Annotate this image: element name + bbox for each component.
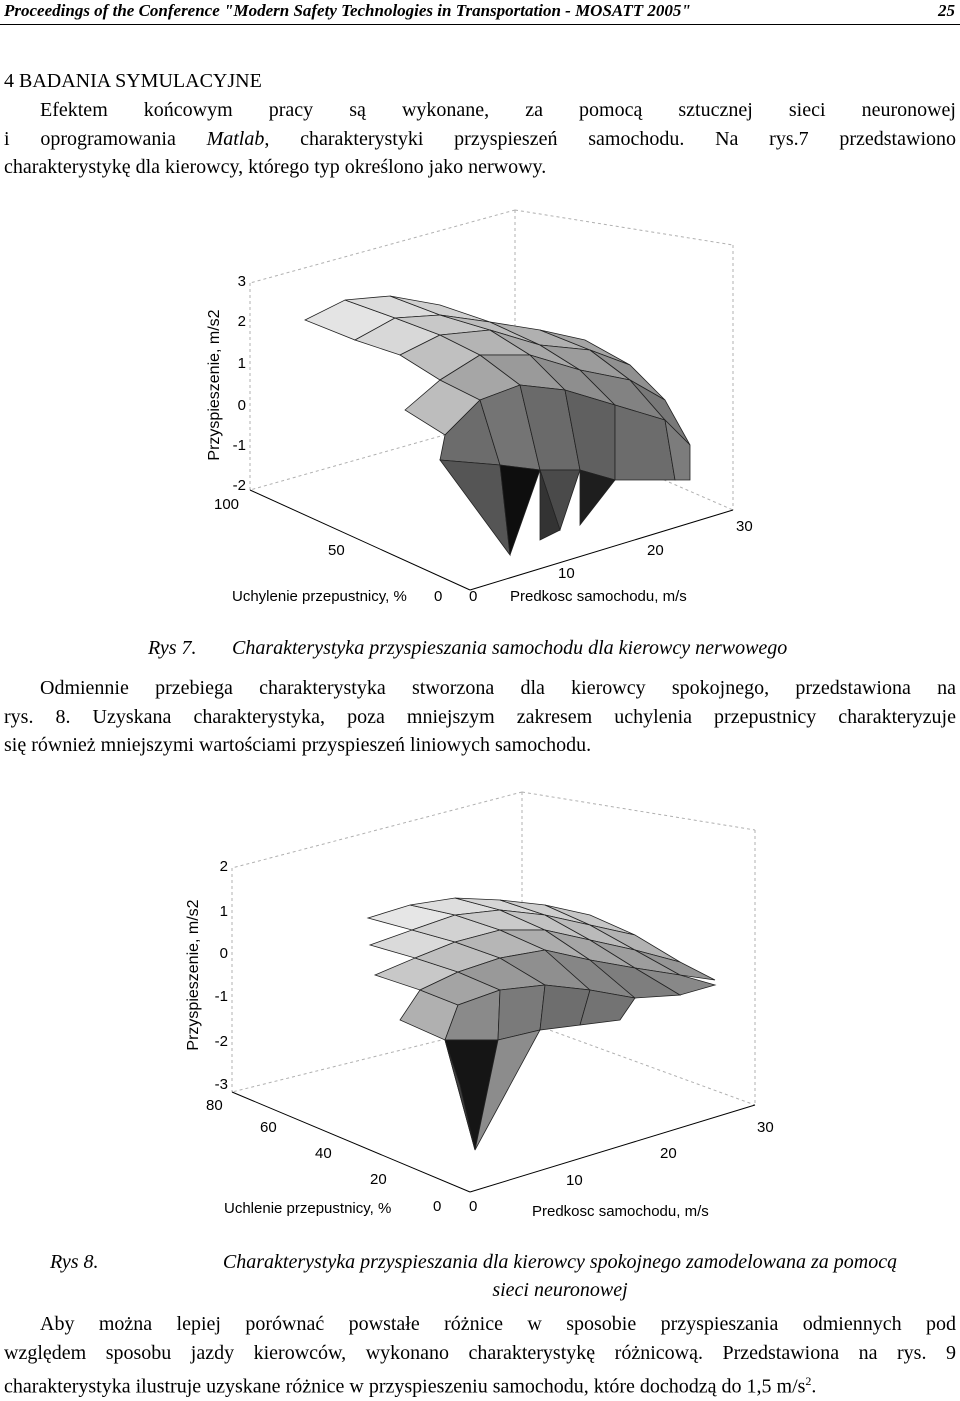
paragraph-3-line-1: Aby można lepiej porównać powstałe różnice w sposobie przyspieszania odmiennych pod <box>40 1313 956 1335</box>
figure-7-z-axis-label: Przyspieszenie, m/s2 <box>206 309 223 461</box>
text-run: . <box>811 1375 817 1398</box>
x-tick-label: 30 <box>757 1119 774 1136</box>
paragraph-3 <box>4 1310 956 1401</box>
y-tick-label: 100 <box>214 496 240 513</box>
page-number: 25 <box>938 1 955 20</box>
y-tick-label: 0 <box>434 588 443 605</box>
y-tick-label: 0 <box>433 1198 442 1215</box>
z-tick-label: -3 <box>214 1076 228 1093</box>
figure-8-x-ticks <box>469 1119 774 1215</box>
figure-8-caption-line-2: sieci neuronowej <box>492 1279 628 1301</box>
z-tick-label: -2 <box>232 477 246 494</box>
figure-8-z-ticks <box>215 858 228 1093</box>
z-tick-label: 2 <box>237 313 246 330</box>
z-tick-label: 2 <box>219 858 228 875</box>
text-run: charakterystyka ilustruje uzyskane różnice w przyspieszeniu samochodu, które dochodzą do 1,5 m/s <box>4 1375 806 1398</box>
paragraph-1-line-2 <box>4 125 956 154</box>
figure-8-z-axis-label: Przyspieszenie, m/s2 <box>185 899 202 1051</box>
text-run: i oprogramowania <box>4 127 207 150</box>
figure-7-caption-label: Rys 7. <box>148 637 197 659</box>
conference-title: Proceedings of the Conference "Modern Safety Technologies in Transportation - MOSATT 2005" <box>4 1 691 20</box>
z-tick-label: -1 <box>214 988 228 1005</box>
z-tick-label: 0 <box>219 945 228 962</box>
software-name: Matlab <box>206 127 265 150</box>
paragraph-2-line-3: się również mniejszymi wartościami przyspieszeń liniowych samochodu. <box>4 734 592 756</box>
x-tick-label: 20 <box>660 1145 677 1162</box>
x-tick-label: 0 <box>469 1198 478 1215</box>
y-tick-label: 20 <box>370 1171 387 1188</box>
figure-8-caption-text <box>160 1248 960 1304</box>
figure-8-caption-line-1: Charakterystyka przyspieszania dla kierowcy spokojnego zamodelowana za pomocą <box>222 1251 898 1273</box>
figure-8-surface <box>368 898 715 1150</box>
figure-7-surface-plot <box>0 200 960 620</box>
y-tick-label: 80 <box>206 1097 223 1114</box>
x-tick-label: 20 <box>647 542 664 559</box>
figure-8-x-axis-label: Predkosc samochodu, m/s <box>532 1203 709 1220</box>
z-tick-label: 1 <box>237 355 246 372</box>
y-tick-label: 60 <box>260 1119 277 1136</box>
z-tick-label: 3 <box>237 273 246 290</box>
running-header <box>0 0 960 25</box>
figure-7-caption-text: Charakterystyka przyspieszania samochodu dla kierowcy nerwowego <box>232 637 788 659</box>
figure-7-y-axis-label: Uchylenie przepustnicy, % <box>232 588 407 605</box>
paragraph-1-line-1: Efektem końcowym pracy są wykonane, za pomocą sztucznej sieci neuronowej <box>40 99 956 121</box>
text-run: , charakterystyki przyspieszeń samochodu. Na rys.7 przedstawiono <box>264 127 956 150</box>
figure-7-x-axis-label: Predkosc samochodu, m/s <box>510 588 687 605</box>
z-tick-label: -1 <box>232 437 246 454</box>
x-tick-label: 10 <box>566 1172 583 1189</box>
figure-8-y-ticks <box>206 1097 441 1215</box>
z-tick-label: -2 <box>214 1033 228 1050</box>
figure-8-surface-plot <box>0 780 960 1230</box>
x-tick-label: 30 <box>736 518 753 535</box>
figure-7-surface <box>305 296 690 555</box>
z-tick-label: 1 <box>219 903 228 920</box>
paragraph-3-line-3 <box>4 1367 956 1401</box>
paragraph-1-line-3: charakterystykę dla kierowcy, którego typ określono jako nerwowy. <box>4 156 547 178</box>
paragraph-2 <box>4 674 956 760</box>
section-title: 4 BADANIA SYMULACYJNE <box>4 70 262 92</box>
paragraph-3-line-2: względem sposobu jazdy kierowców, wykonano charakterystykę różnicową. Przedstawiona na rys. 9 <box>4 1341 956 1364</box>
superscript: 2 <box>805 1374 812 1388</box>
paragraph-1 <box>4 96 956 182</box>
x-tick-label: 0 <box>469 588 478 605</box>
y-tick-label: 50 <box>328 542 345 559</box>
z-tick-label: 0 <box>237 397 246 414</box>
figure-8-caption-label: Rys 8. <box>50 1251 99 1273</box>
paragraph-2-line-2: rys. 8. Uzyskana charakterystyka, poza mniejszym zakresem uchylenia przepustnicy charakteryzuje <box>4 705 956 728</box>
figure-7-z-ticks <box>233 273 246 494</box>
figure-8-y-axis-label: Uchlenie przepustnicy, % <box>224 1200 392 1217</box>
y-tick-label: 40 <box>315 1145 332 1162</box>
paragraph-2-line-1: Odmiennie przebiega charakterystyka stworzona dla kierowcy spokojnego, przedstawiona na <box>40 677 956 699</box>
x-tick-label: 10 <box>558 565 575 582</box>
